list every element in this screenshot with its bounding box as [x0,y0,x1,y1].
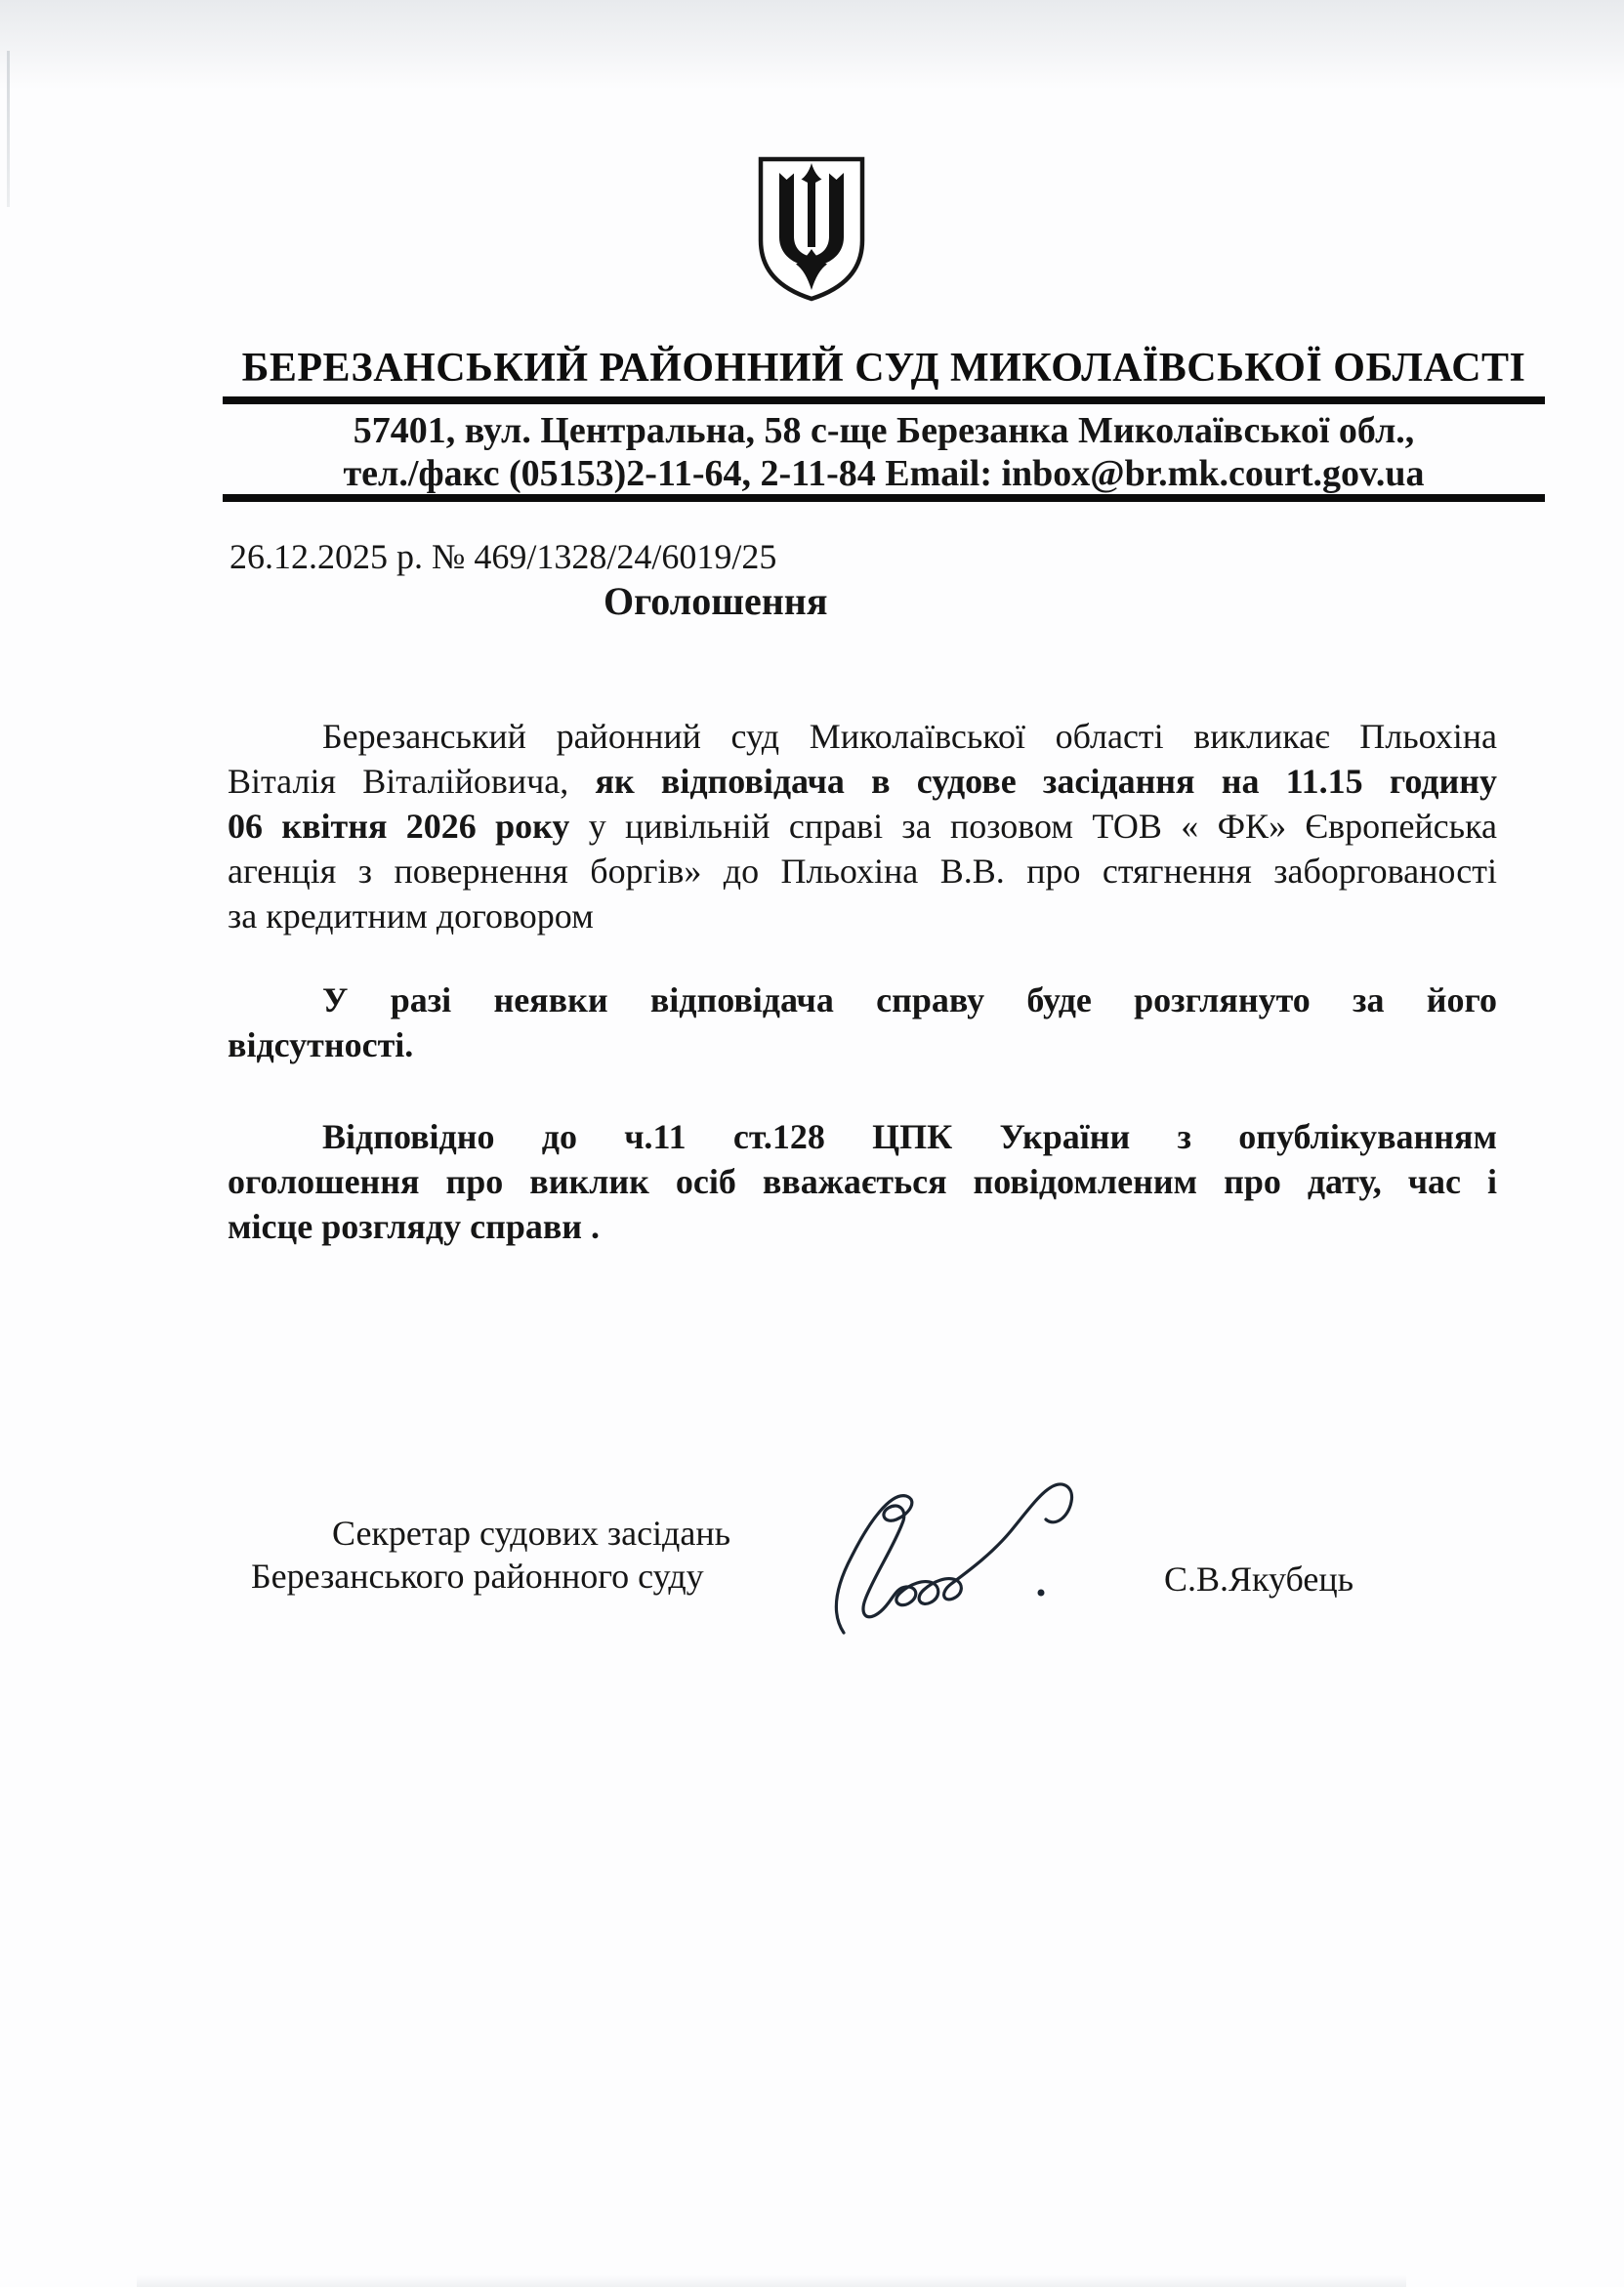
text-line [228,759,1497,804]
court-address-line: 57401, вул. Центральна, 58 с-ще Березанка Миколаївської обл., [353,410,1415,451]
header-divider-bottom [223,494,1545,502]
text-line [228,849,1497,894]
text-segment-bold: як відповідача в судове засідання на 11.15 годину [595,762,1497,801]
text-segment: агенція з повернення боргів» до Пльохіна В.В. про стягнення заборгованості [228,852,1497,891]
paragraph-legal-basis [228,1114,1497,1249]
text-segment-bold: місце розгляду справи . [228,1207,601,1246]
scan-edge-artifact [7,51,10,207]
text-line [228,714,1497,759]
date-and-case-number: 26.12.2025 р. № 469/1328/24/6019/25 [229,537,777,576]
paragraph-absence-warning [228,977,1497,1067]
header-divider-top [223,396,1545,404]
text-segment-bold: оголошення про виклик осіб вважається повідомленим про дату, час і [228,1162,1497,1201]
text-line [228,804,1497,849]
signer-name: С.В.Якубець [1164,1559,1354,1599]
text-line [228,1114,1497,1159]
signature-ink-dot [1038,1590,1045,1597]
text-segment-bold: відсутності. [228,1025,414,1064]
text-segment-bold: У разі неявки відповідача справу буде розглянуто за його [322,980,1497,1019]
text-segment-bold: 06 квітня 2026 року [228,807,570,846]
text-line [228,1022,1497,1067]
document-title: Оголошення [604,579,828,623]
text-segment: у цивільній справі за позовом ТОВ « ФК» Європейська [588,807,1497,846]
signature-stroke [836,1484,1071,1633]
handwritten-signature [830,1463,1108,1641]
signer-role-line-2: Березанського районного суду [251,1557,704,1596]
signer-role-line-1: Секретар судових засідань [332,1514,731,1553]
text-line [228,894,1497,938]
text-segment: Віталія Віталійовича, [228,762,569,801]
scan-bottom-artifact [137,2275,1406,2287]
text-segment: Березанський районний суд Миколаївської області викликає Пльохіна [322,717,1497,756]
text-line [228,1159,1497,1204]
scan-top-shade [0,0,1624,90]
text-segment-bold: Відповідно до ч.11 ст.128 ЦПК України з опублікуванням [322,1117,1497,1156]
court-name-heading: БЕРЕЗАНСЬКИЙ РАЙОННИЙ СУД МИКОЛАЇВСЬКОЇ ОБЛАСТІ [241,346,1526,391]
ukraine-coat-of-arms-icon [754,152,869,306]
text-segment: за кредитним договором [228,896,594,936]
text-line [228,1204,1497,1249]
paragraph-summons [228,714,1497,938]
court-contacts-line: тел./факс (05153)2-11-64, 2-11-84 Email: inbox@br.mk.court.gov.ua [343,453,1425,494]
text-line [228,977,1497,1022]
